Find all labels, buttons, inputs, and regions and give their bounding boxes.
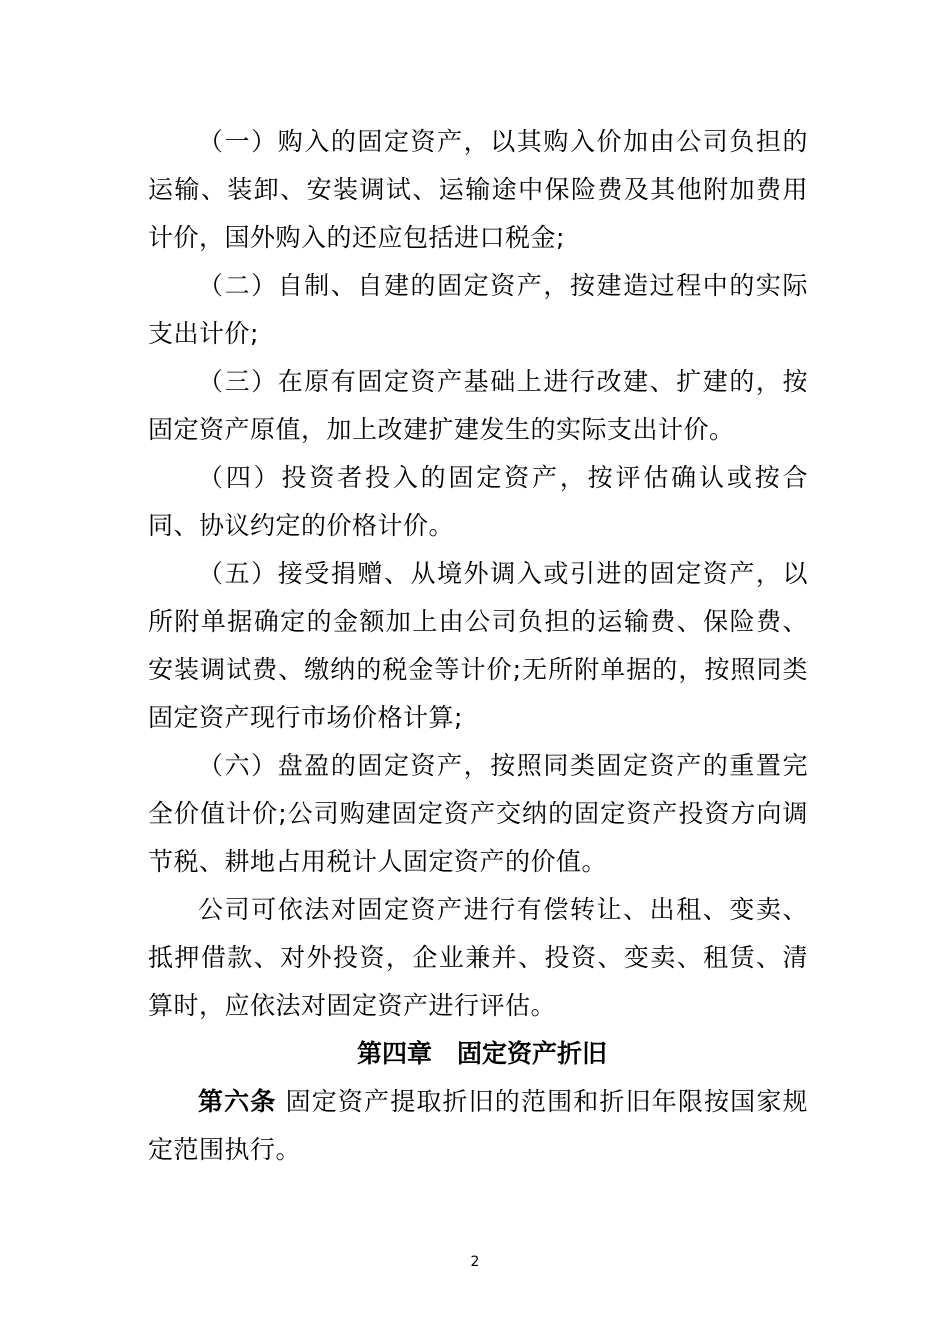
- article-label: 第六条: [198, 1087, 277, 1116]
- article-paragraph: [148, 1078, 808, 1174]
- paragraph-item-4: （四）投资者投入的固定资产，按评估确认或按合同、协议约定的价格计价。: [148, 463, 808, 540]
- article-text: 固定资产提取折旧的范围和折旧年限按国家规定范围执行。: [148, 1087, 808, 1164]
- page-number: 2: [470, 1254, 480, 1270]
- document-body: [148, 118, 808, 1174]
- paragraph-item-1: （一）购入的固定资产，以其购入价加由公司负担的运输、装卸、安装调试、运输途中保险费及其他附加费用计价，国外购入的还应包括进口税金;: [148, 127, 808, 252]
- paragraph-item-2: （二）自制、自建的固定资产，按建造过程中的实际支出计价;: [148, 271, 808, 348]
- paragraph-item-6: （六）盘盈的固定资产，按照同类固定资产的重置完全价值计价;公司购建固定资产交纳的固定资产投资方向调节税、耕地占用税计人固定资产的价值。: [148, 751, 808, 876]
- paragraph-asset-evaluation: 公司可依法对固定资产进行有偿转让、出租、变卖、抵押借款、对外投资，企业兼并、投资、变卖、租赁、清算时，应依法对固定资产进行评估。: [148, 895, 808, 1020]
- paragraph-item-3: （三）在原有固定资产基础上进行改建、扩建的，按固定资产原值，加上改建扩建发生的实际支出计价。: [148, 367, 808, 444]
- chapter-heading: 第四章 固定资产折旧: [356, 1039, 607, 1068]
- paragraph-item-5: （五）接受捐赠、从境外调入或引进的固定资产，以所附单据确定的金额加上由公司负担的运输费、保险费、安装调试费、缴纳的税金等计价;无所附单据的，按照同类固定资产现行市场价格计算;: [148, 559, 808, 732]
